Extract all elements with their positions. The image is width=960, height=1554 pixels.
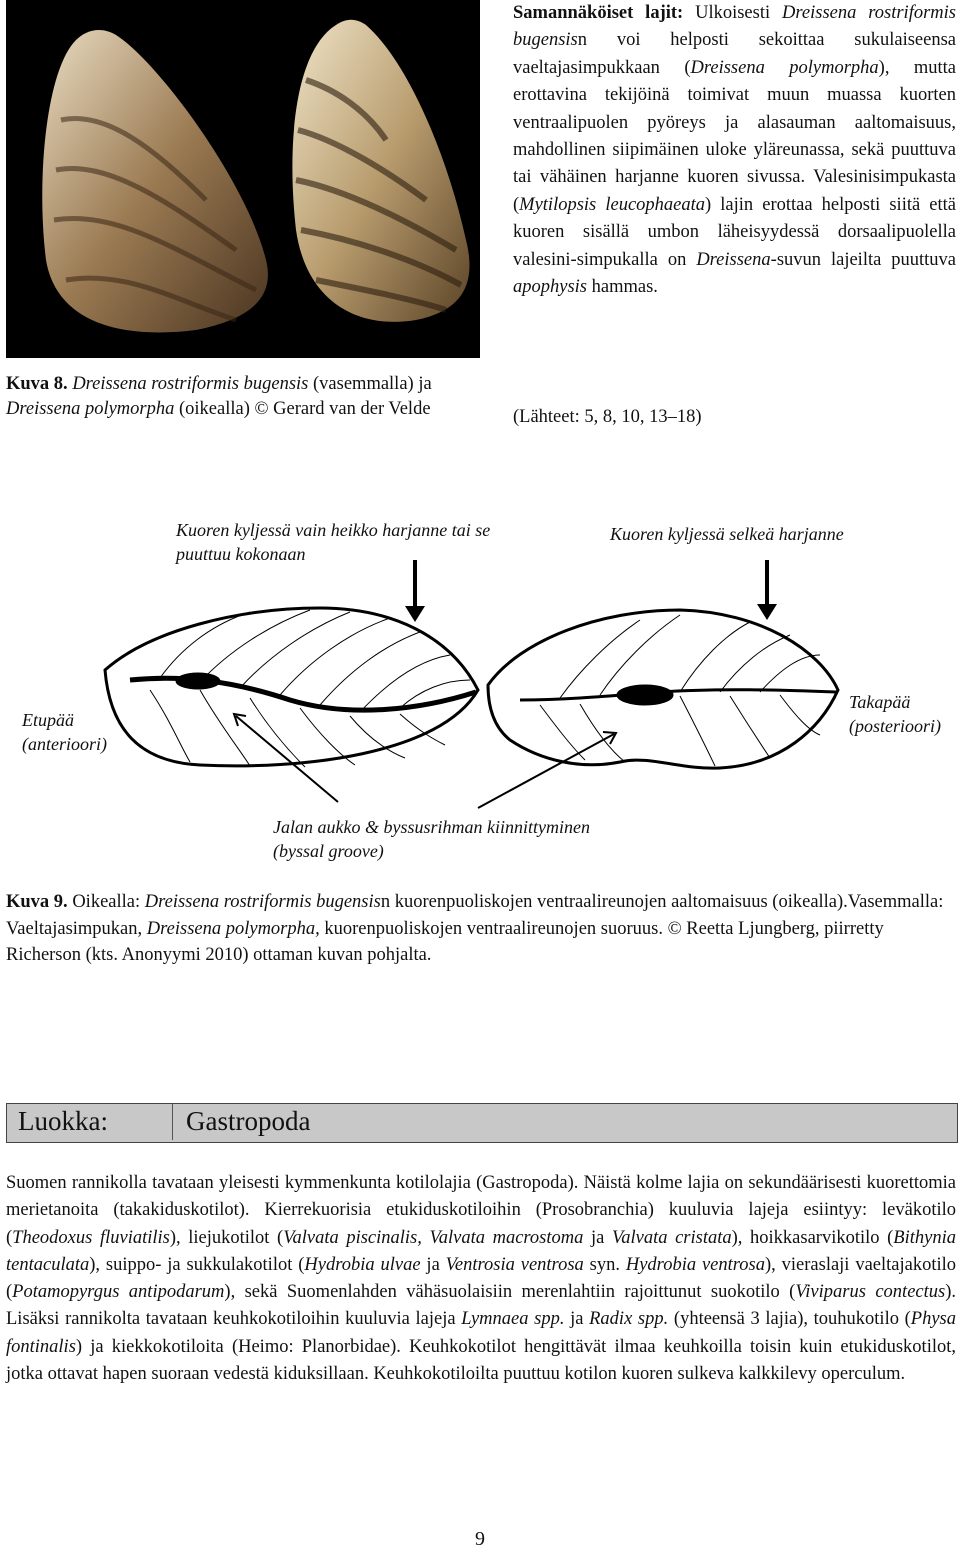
body-m: syn. xyxy=(583,1254,626,1275)
similar-species-heading: Samannäköiset lajit: xyxy=(513,3,684,23)
body-l: Ventrosia ventrosa xyxy=(445,1254,584,1275)
mussel-photo-illustration xyxy=(6,0,480,358)
body-o: ), vieraslaji vaeltajakotilo ( xyxy=(6,1254,957,1303)
side-t1: Ulkoisesti xyxy=(683,3,783,23)
body-s: ). Lisäksi rannikolta tavataan keuhkokotiloihin kuuluvia lajeja xyxy=(6,1282,956,1330)
figure8-caption-label: Kuva 8. xyxy=(6,374,68,394)
side-sp1: Dreissena rostriformis bugensis xyxy=(513,3,956,51)
body-g: ), hoikkasarvikotilo ( xyxy=(731,1227,894,1248)
class-heading-value: Gastropoda xyxy=(186,1106,311,1136)
side-sp5: apophysis xyxy=(513,277,587,298)
figure9-sp2: Dreissena polymorpha, xyxy=(146,918,320,939)
byssal-groove-label xyxy=(273,815,590,863)
body-x: Physa fontinalis xyxy=(6,1309,956,1357)
sources-line: (Lähteet: 5, 8, 10, 13–18) xyxy=(513,407,702,427)
body-i: ), suippo- ja sukkulakotilot ( xyxy=(89,1254,305,1275)
body-f: Valvata cristata xyxy=(611,1227,732,1248)
figure9-t1: Oikealla: xyxy=(67,892,145,912)
figure8-species2: Dreissena polymorpha xyxy=(6,399,175,419)
side-sp2: Dreissena polymorpha xyxy=(690,57,879,78)
mussel-photo xyxy=(6,0,480,358)
body-u: ja xyxy=(564,1309,590,1330)
right-shell-drawing xyxy=(488,610,838,768)
body-n: Hydrobia ventrosa xyxy=(625,1254,765,1275)
class-heading-label: Luokka: xyxy=(18,1106,108,1136)
body-q: ), sekä Suomenlahden vähäsuolaisiin merenlahtiin rajoittunut suokotilo ( xyxy=(224,1282,796,1303)
body-r: Viviparus contectus xyxy=(795,1282,946,1303)
posterior-label-term: (posterioori) xyxy=(849,716,941,736)
body-k: ja xyxy=(420,1254,446,1275)
body-j: Hydrobia ulvae xyxy=(304,1254,421,1275)
arrow-down-icon xyxy=(757,560,777,620)
body-v: Radix spp. xyxy=(589,1309,669,1330)
figure9-t3: kuorenpuoliskojen ventraalireunojen suoruus. © Reetta Ljungberg, piirretty Richerson (kts. Anonyymi 2010) ottaman kuvan pohjalta. xyxy=(6,918,884,965)
figure9-caption-label: Kuva 9. xyxy=(6,892,68,912)
body-e: ja xyxy=(583,1227,612,1248)
side-t2: n voi helposti sekoittaa sukulaiseensa vaeltajasimpukkaan ( xyxy=(513,30,956,78)
byssal-groove-label-fi: Jalan aukko & byssusrihman kiinnittyminen xyxy=(273,817,590,837)
figure9-sp1: Dreissena rostriformis bugensis xyxy=(144,892,381,912)
gastropoda-paragraph xyxy=(6,1170,956,1388)
strong-ridge-label: Kuoren kyljessä selkeä harjanne xyxy=(610,524,844,544)
side-t6: hammas. xyxy=(587,277,658,298)
side-t4: ) lajin erottaa helposti siitä että kuoren sisällä umbon läheisyydessä dorsaalipuolella valesini-simpukalla on xyxy=(513,194,956,270)
side-t5: -suvun lajeilta puuttuva xyxy=(770,249,957,270)
figure8-mid2: (oikealla) © Gerard van der Velde xyxy=(179,399,431,419)
body-t: Lymnaea spp. xyxy=(461,1309,565,1330)
body-p: Potamopyrgus antipodarum xyxy=(12,1282,225,1303)
class-heading-divider xyxy=(172,1104,173,1140)
side-sp3: Mytilopsis leucophaeata xyxy=(519,194,706,215)
side-t3: ), mutta erottavina tekijöinä toimivat muun muassa kuorten ventraalipuolen pyöreys ja alasauman aaltomaisuus, mahdollinen siipimäinen uloke yläreunassa, sekä puuttuva tai vähäinen harjanne kuoren sivussa. Valesinisimpukasta ( xyxy=(513,57,957,215)
body-h: Bithynia tentaculata xyxy=(6,1227,956,1275)
figure8-species1: Dreissena rostriformis bugensis xyxy=(72,374,309,394)
arrow-down-icon xyxy=(405,560,425,622)
figure9-caption xyxy=(6,889,956,969)
body-w: (yhteensä 3 lajia), touhukotilo ( xyxy=(668,1309,911,1330)
body-y: ) ja kiekkokotiloita (Heimo: Planorbidae). Keuhkokotilot hengittävät ilmaa keuhkoilla toisin kuin etukiduskotilot, jotka ottavat hapen suoraan vedestä kiduksillaan. Keuhkokotiloilta puuttuu kotilon kuoren sulkeva kalkkilevy operculum. xyxy=(6,1336,956,1385)
anterior-label-term: (anterioori) xyxy=(22,734,107,754)
figure8-caption xyxy=(6,372,476,422)
side-sp4: Dreissena xyxy=(696,249,771,270)
posterior-label-fi: Takapää xyxy=(849,692,911,712)
similar-species-text xyxy=(513,0,956,301)
shell-diagram xyxy=(0,540,960,840)
body-a: Suomen rannikolla tavataan yleisesti kymmenkunta kotilolajia (Gastropoda). Näistä kolme lajia on sekundäärisesti kuorettomia merietanoita (takakiduskotilot). Kierrekuorisia etukiduskotiloihin (Prosobranchia) kuuluvia lajeja esiintyy: leväkotilo ( xyxy=(6,1173,956,1248)
body-c: ), liejukotilot ( xyxy=(169,1227,284,1248)
byssal-groove-label-term: (byssal groove) xyxy=(273,841,384,861)
body-d: Valvata piscinalis, Valvata macrostoma xyxy=(283,1227,584,1248)
class-heading-bar xyxy=(6,1103,958,1143)
weak-ridge-label: Kuoren kyljessä vain heikko harjanne tai se puuttuu kokonaan xyxy=(176,520,491,564)
figure9-t2: n kuorenpuoliskojen ventraalireunojen aaltomaisuus (oikealla).Vasemmalla: Vaeltajasimpukan, xyxy=(6,892,944,939)
figure8-mid1: (vasemmalla) ja xyxy=(313,374,432,394)
body-b: Theodoxus fluviatilis xyxy=(12,1227,170,1248)
page-number: 9 xyxy=(475,1528,485,1550)
left-shell-drawing xyxy=(105,608,478,767)
anterior-label-fi: Etupää xyxy=(22,710,74,730)
